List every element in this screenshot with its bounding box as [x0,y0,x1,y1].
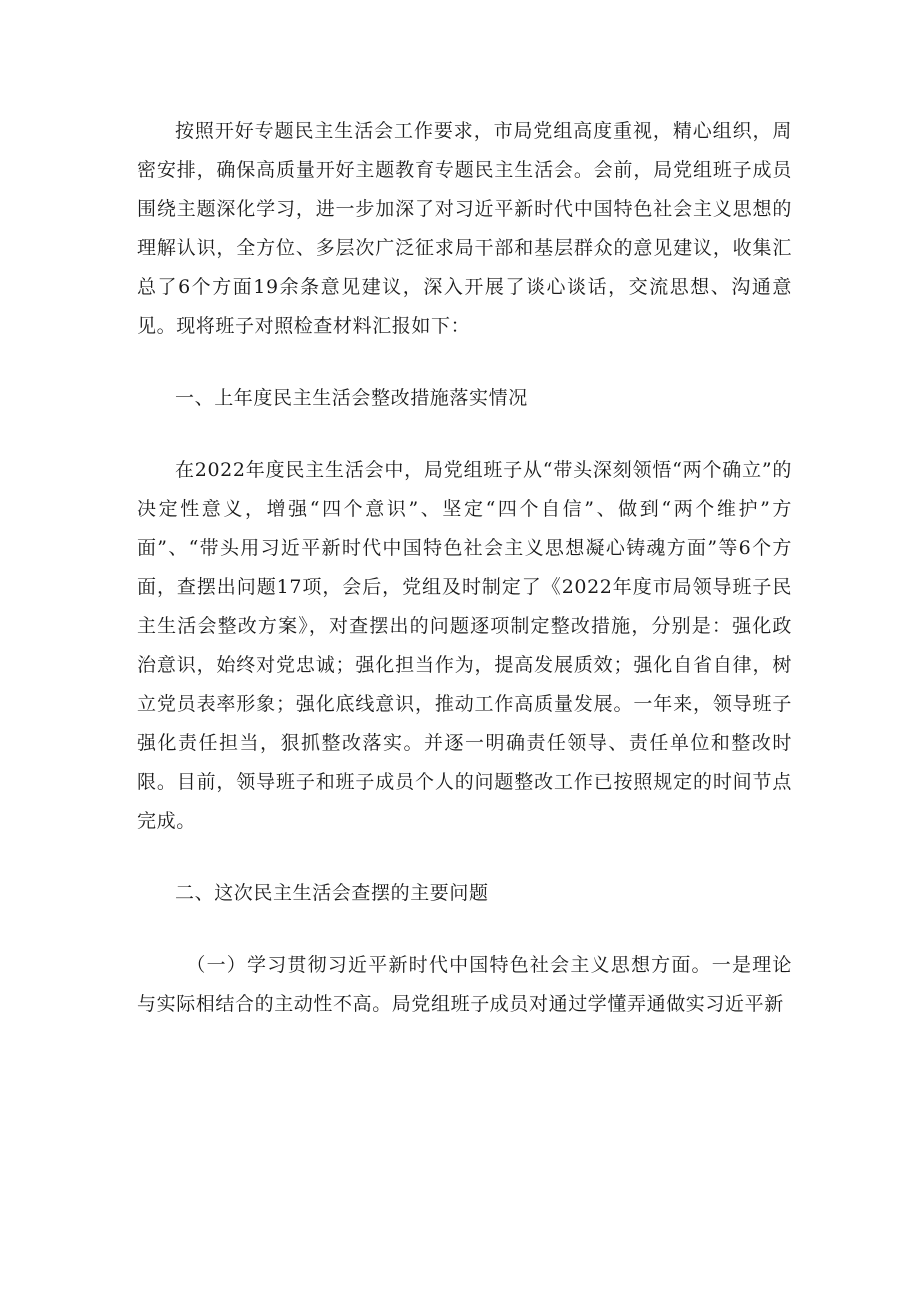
intro-paragraph: 按照开好专题民主生活会工作要求，市局党组高度重视，精心组织，周密安排，确保高质量开好主题教育专题民主生活会。会前，局党组班子成员围绕主题深化学习，进一步加深了对习近平新时代中国特色社会主义思想的理解认识，全方位、多层次广泛征求局干部和基层群众的意见建议，收集汇总了6个方面19余条意见建议，深入开展了谈心谈话，交流思想、沟通意见。现将班子对照检查材料汇报如下： [137,120,792,337]
section-1-heading: 一、上年度民主生活会整改措施落实情况 [175,387,528,409]
section-1-body: 在2022年度民主生活会中，局党组班子从“带头深刻领悟“两个确立”的决定性意义，增强“四个意识”、坚定“四个自信”、做到“两个维护”方面”、“带头用习近平新时代中国特色社会主义思想凝心铸魂方面”等6个方面，查摆出问题17项，会后，党组及时制定了《2022年度市局领导班子民主生活会整改方案》，对查摆出的问题逐项制定整改措施，分别是：强化政治意识，始终对党忠诚；强化担当作为，提高发展质效；强化自省自律，树立党员表率形象；强化底线意识，推动工作高质量发展。一年来，领导班子强化责任担当，狠抓整改落实。并逐一明确责任领导、责任单位和整改时限。目前，领导班子和班子成员个人的问题整改工作已按照规定的时间节点完成。 [137,459,792,832]
document-body [137,112,792,1024]
section-2-subsection-1: （一）学习贯彻习近平新时代中国特色社会主义思想方面。一是理论与实际相结合的主动性不高。局党组班子成员对通过学懂弄通做实习近平新 [137,954,792,1015]
section-2-heading: 二、这次民主生活会查摆的主要问题 [175,882,489,904]
